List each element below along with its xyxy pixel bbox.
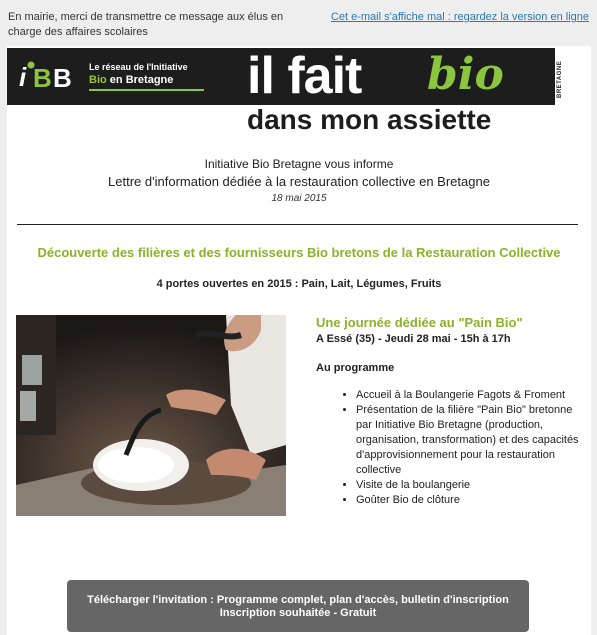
newsletter-intro bbox=[7, 156, 591, 206]
program-item: • Visite de la boulangerie bbox=[356, 478, 581, 493]
event-title: Une journée dédiée au "Pain Bio" bbox=[316, 315, 523, 330]
bakery-photo bbox=[16, 315, 286, 516]
baker-image bbox=[16, 315, 286, 516]
download-invitation-button[interactable] bbox=[67, 580, 529, 632]
program-item: • Accueil à la Boulangerie Fagots & Froment bbox=[356, 388, 581, 403]
program-item: • Présentation de la filière "Pain Bio" bretonne par Initiative Bio Bretagne (production, organisation, transformation) et des capacités d'approvisionnement pour la restauration collective bbox=[356, 403, 581, 478]
newsletter-title: Lettre d'information dédiée à la restauration collective en Bretagne bbox=[108, 174, 490, 189]
banner-bio-word: bio bbox=[427, 49, 504, 100]
download-invitation-label: Télécharger l'invitation : Programme complet, plan d'accès, bulletin d'inscription bbox=[87, 594, 509, 606]
banner-headline: il fait bbox=[247, 47, 362, 105]
bretagne-tag-text: BRETAGNE bbox=[557, 60, 563, 98]
event-details bbox=[316, 315, 581, 508]
newsletter-body bbox=[7, 46, 591, 635]
program-label: Au programme bbox=[316, 362, 395, 374]
registration-note: Inscription souhaitée - Gratuit bbox=[219, 607, 377, 619]
ibb-logo-icon bbox=[19, 59, 79, 93]
view-online-link[interactable]: Cet e-mail s'affiche mal : regardez la version en ligne bbox=[330, 11, 589, 23]
intro-from: Initiative Bio Bretagne vous informe bbox=[204, 157, 394, 171]
banner-subline: dans mon assiette bbox=[247, 104, 492, 135]
section-subtitle: 4 portes ouvertes en 2015 : Pain, Lait, Légumes, Fruits bbox=[156, 278, 442, 290]
divider bbox=[17, 224, 578, 225]
bretagne-tag bbox=[555, 48, 574, 105]
newsletter-banner bbox=[7, 46, 591, 142]
logo-name-bio: Bio bbox=[89, 74, 107, 86]
forward-notice: En mairie, merci de transmettre ce message aux élus en charge des affaires scolaires bbox=[8, 11, 284, 38]
logo-tagline: Le réseau de l'Initiative bbox=[89, 62, 188, 72]
svg-text:B: B bbox=[33, 63, 52, 93]
svg-text:i: i bbox=[19, 62, 27, 92]
svg-text:B: B bbox=[53, 63, 72, 93]
logo-name-rest: en Bretagne bbox=[109, 74, 174, 86]
email-preheader bbox=[0, 0, 597, 44]
section-title: Découverte des filières et des fournisseurs Bio bretons de la Restauration Collective bbox=[37, 245, 561, 260]
ibb-logo bbox=[19, 59, 209, 93]
logo-underline bbox=[89, 89, 204, 91]
logo-name bbox=[89, 74, 173, 86]
program-list bbox=[316, 388, 581, 508]
newsletter-date: 18 mai 2015 bbox=[271, 193, 327, 204]
event-when: A Essé (35) - Jeudi 28 mai - 15h à 17h bbox=[316, 333, 511, 345]
program-item: • Goûter Bio de clôture bbox=[356, 493, 581, 508]
